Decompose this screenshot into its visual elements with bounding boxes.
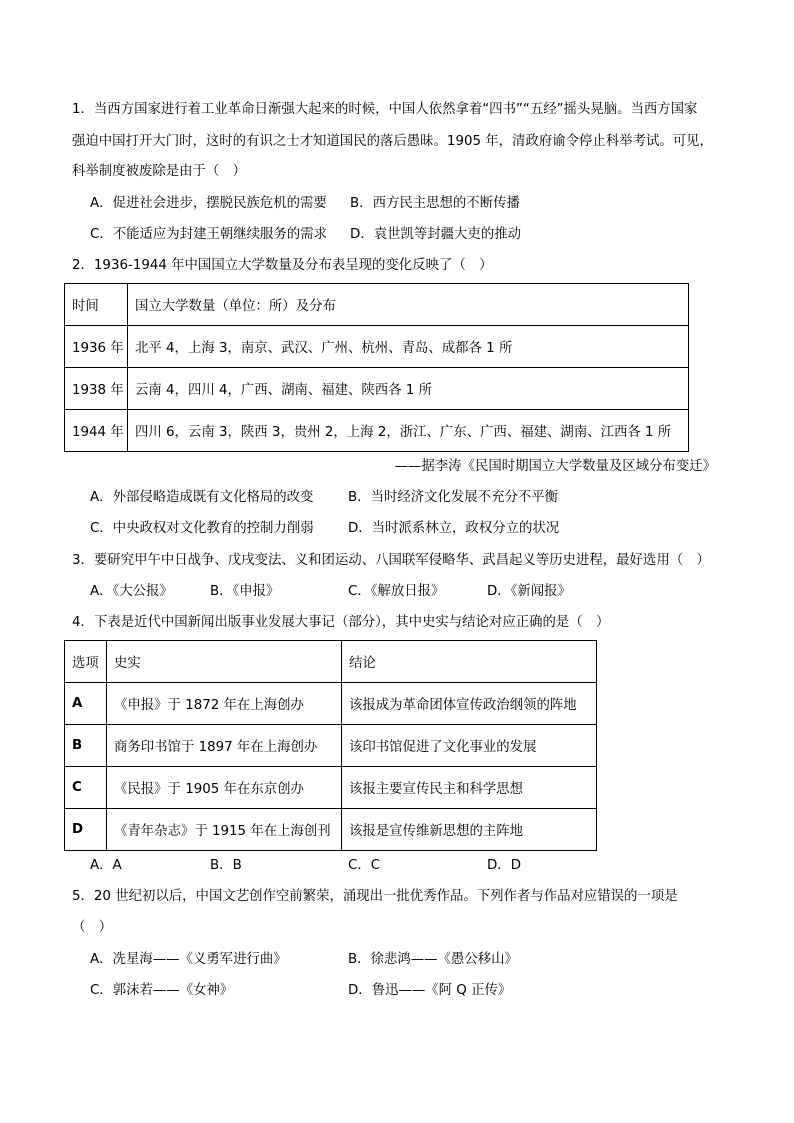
table-row: [65, 410, 689, 452]
q4-option-c: C．C: [348, 858, 381, 873]
table-header-cell: 史实: [107, 641, 342, 683]
table-cell: 1944 年: [65, 410, 128, 452]
table-cell: A: [65, 683, 107, 725]
table-cell: 该报成为革命团体宣传政治纲领的阵地: [342, 683, 597, 725]
q5-stem-line2: （ ）: [72, 920, 113, 935]
q2-option-d: D．当时派系林立，政权分立的状况: [348, 521, 560, 536]
table-header-cell: 时间: [65, 284, 128, 326]
q3-option-c: C．《解放日报》: [348, 584, 445, 599]
q2-option-c: C．中央政权对文化教育的控制力削弱: [90, 521, 314, 536]
table-cell: 《青年杂志》于 1915 年在上海创刊: [107, 809, 342, 851]
q1-stem-line2: 强迫中国打开大门时，这时的有识之士才知道国民的落后愚昧。1905 年，清政府谕令停止科举考试。可见，: [72, 134, 713, 149]
table-row: [65, 767, 597, 809]
q1-option-c: C．不能适应为封建王朝继续服务的需求: [90, 227, 327, 242]
table-row: [65, 683, 597, 725]
q1-stem-line3: 科举制度被废除是由于（ ）: [72, 164, 247, 179]
q2-source-citation: ——据李涛《民国时期国立大学数量及区域分布变迁》: [394, 459, 716, 474]
q4-stem: 4．下表是近代中国新闻出版事业发展大事记（部分），其中史实与结论对应正确的是（ ）: [72, 615, 610, 630]
q4-option-a: A．A: [90, 858, 122, 873]
press-events-table: [64, 640, 597, 851]
table-row: [65, 326, 689, 368]
q3-option-a: A．《大公报》: [90, 584, 173, 599]
table-cell: 《民报》于 1905 年在东京创办: [107, 767, 342, 809]
university-distribution-table: [64, 283, 689, 452]
table-row: [65, 809, 597, 851]
table-cell: 云南 4，四川 4，广西、湖南、福建、陕西各 1 所: [128, 368, 689, 410]
q5-option-c: C．郭沫若——《女神》: [90, 983, 234, 998]
table-header-cell: 结论: [342, 641, 597, 683]
table-header-cell: 选项: [65, 641, 107, 683]
q4-option-d: D．D: [487, 858, 522, 873]
table-cell: 1938 年: [65, 368, 128, 410]
q2-option-b: B．当时经济文化发展不充分不平衡: [348, 490, 559, 505]
q2-option-a: A．外部侵略造成既有文化格局的改变: [90, 490, 314, 505]
table-header-row: [65, 284, 689, 326]
table-cell: 该报主要宣传民主和科学思想: [342, 767, 597, 809]
q5-option-a: A．冼星海——《义勇军进行曲》: [90, 952, 287, 967]
q5-option-d: D．鲁迅——《阿 Q 正传》: [348, 983, 512, 998]
table-row: [65, 368, 689, 410]
table-cell: C: [65, 767, 107, 809]
table-header-row: [65, 641, 597, 683]
q5-option-b: B．徐悲鸿——《愚公移山》: [348, 952, 518, 967]
table-cell: D: [65, 809, 107, 851]
table-cell: B: [65, 725, 107, 767]
q3-option-b: B．《申报》: [210, 584, 280, 599]
q5-stem-line1: 5．20 世纪初以后，中国文艺创作空前繁荣，涌现出一批优秀作品。下列作者与作品对应错误的一项是: [72, 889, 678, 904]
q1-stem-line1: 1．当西方国家进行着工业革命日渐强大起来的时候，中国人依然拿着“四书”“五经”摇头晃脑。当西方国家: [72, 102, 698, 117]
table-cell: 四川 6，云南 3，陕西 3，贵州 2，上海 2，浙江、广东、广西、福建、湖南、江西各 1 所: [128, 410, 689, 452]
q3-stem: 3．要研究甲午中日战争、戊戌变法、义和团运动、八国联军侵略华、武昌起义等历史进程，最好选用（ ）: [72, 553, 710, 568]
table-cell: 北平 4，上海 3，南京、武汉、广州、杭州、青岛、成都各 1 所: [128, 326, 689, 368]
q3-option-d: D．《新闻报》: [487, 584, 571, 599]
table-cell: 商务印书馆于 1897 年在上海创办: [107, 725, 342, 767]
q1-option-a: A．促进社会进步，摆脱民族危机的需要: [90, 196, 327, 211]
table-cell: 《申报》于 1872 年在上海创办: [107, 683, 342, 725]
q2-stem: 2．1936-1944 年中国国立大学数量及分布表呈现的变化反映了（ ）: [72, 258, 493, 273]
table-cell: 该报是宣传维新思想的主阵地: [342, 809, 597, 851]
q1-option-d: D．袁世凯等封疆大吏的推动: [350, 227, 521, 242]
q4-option-b: B．B: [210, 858, 242, 873]
q1-option-b: B．西方民主思想的不断传播: [350, 196, 520, 211]
table-row: [65, 725, 597, 767]
table-cell: 1936 年: [65, 326, 128, 368]
table-cell: 该印书馆促进了文化事业的发展: [342, 725, 597, 767]
table-header-cell: 国立大学数量（单位：所）及分布: [128, 284, 689, 326]
